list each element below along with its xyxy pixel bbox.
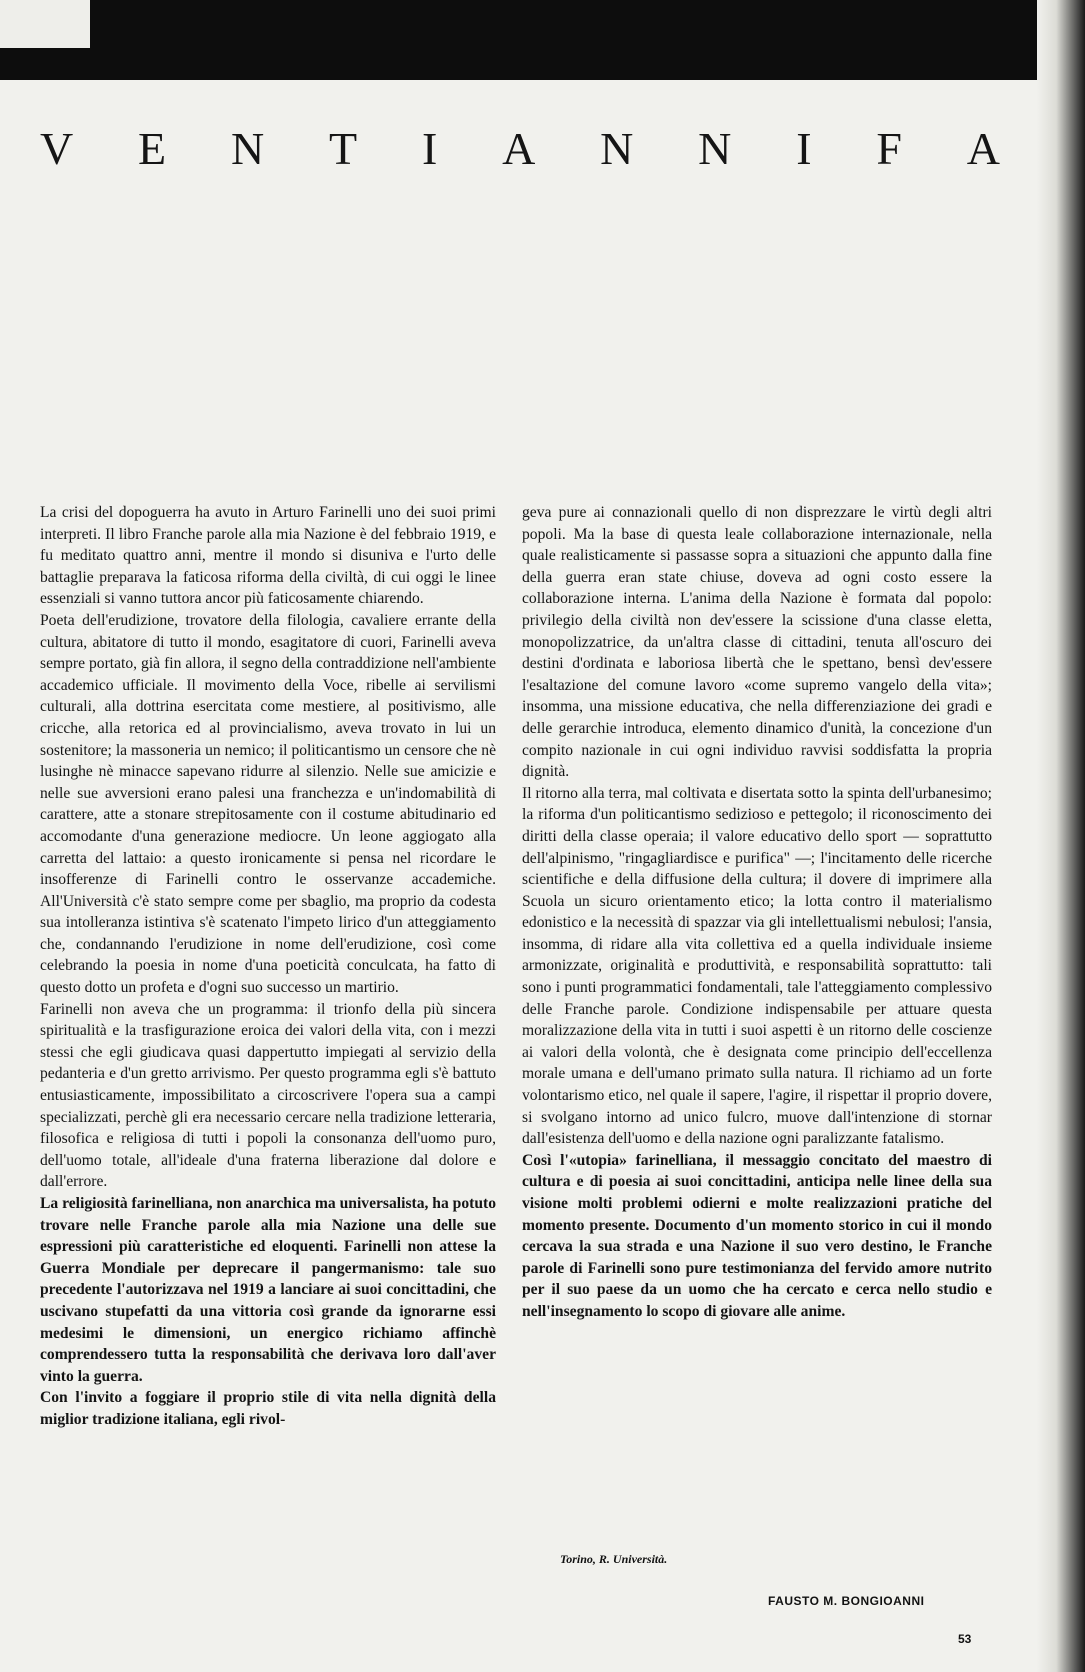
title-letter: N <box>230 122 265 174</box>
page-number: 53 <box>958 1632 972 1646</box>
signature-author: FAUSTO M. BONGIOANNI <box>768 1594 925 1608</box>
top-bar-notch <box>0 0 90 48</box>
title-letter: I <box>796 122 812 174</box>
title-letter: T <box>329 122 358 174</box>
title-letter: A <box>502 122 536 174</box>
paragraph: Farinelli non aveva che un programma: il trionfo della più sincera spiritualità e la trasfigurazione eroica dei valori della vita, con i mezzi stessi che egli giudicava quasi dappertutto impiegati al servizio della pedanteria e d'un gretto arrivismo. Per questo programma egli s'è battuto entusiasticamente, impossibilitato a circoscrivere l'opera sua a campi specializzati, perchè gli era necessario cercare nella tradizione letteraria, filosofica e religiosa di tutti i popoli la consonanza dell'uomo puro, dell'uomo totale, all'ideale d'una fraterna liberazione dal dolore e dall'errore. <box>40 1000 496 1191</box>
paragraph: La crisi del dopoguerra ha avuto in Arturo Farinelli uno dei suoi primi interpreti. Il libro Franche parole alla mia Nazione è del febbraio 1919, e fu meditato quattro anni, mentre il mondo si disuniva e l'urto delle battaglie preparava la faticosa riforma della civiltà, di cui oggi le linee essenziali si vanno tuttora ancor più faticosamente chiarendo. <box>40 504 496 608</box>
signature-place: Torino, R. Università. <box>560 1552 668 1566</box>
title-letter: E <box>138 122 167 174</box>
left-column <box>40 502 496 1431</box>
right-column <box>522 502 992 1323</box>
title-letter: F <box>876 122 902 174</box>
title-letter: I <box>421 122 438 174</box>
title-letter: V <box>40 122 74 174</box>
title-letter: A <box>966 122 1000 174</box>
paragraph: Poeta dell'erudizione, trovatore della filologia, cavaliere errante della cultura, abitatore di tutto il mondo, esagitatore di cuori, Farinelli aveva sempre portato, già fin allora, il segno della contraddizione nell'ambiente accademico ufficiale. Il movimento della Voce, ribelle ai servilismi culturali, alla dottrina esercitata come mestiere, al positivismo, alle cricche, alla retorica ed al provincialismo, aveva trovato in lui un sostenitore; la massoneria un nemico; il politicantismo un censore che nè lusinghe nè minacce sapevano ridurre al silenzio. Nelle sue amicizie e nelle sue avversioni erano palesi una franchezza e un'indomabilità di carattere, atte a stonare strepitosamente con il costume abitudinario ed accomodante d'una generazione mediocre. Un leone aggiogato alla carretta del lattaio: a questo ironicamente si pensa nel ricordare le insofferenze di Farinelli contro le osservanze accademiche. All'Università c'è stato sempre come per sbaglio, ma proprio da codesta sua intolleranza istintiva s'è scatenato l'impeto lirico d'un atteggiamento che, condannando l'erudizione in nome dell'erudizione, così come celebrando la poesia in nome d'una poeticità conculcata, ha fatto di questo dotto un profeta e d'ogni suo successo un martirio. <box>40 611 496 997</box>
article-title <box>40 118 1000 178</box>
top-black-bar <box>0 0 1085 80</box>
paragraph: geva pure ai connazionali quello di non disprezzare le virtù degli altri popoli. Ma la base di questa leale collaborazione internazionale, nella quale realisticamente si passasse sopra a situazioni che appunto dalla fine della guerra eran state chiuse, doveva ad ogni costo essere la collaborazione interna. L'anima della Nazione è formata dal popolo: privilegio della civiltà non dev'essere la scissione d'una classe eletta, monopolizzatrice, da un'altra classe di cittadini, tenuta all'oscuro dei destini d'ordinata e laboriosa libertà che le spettano, bensì dev'essere l'esaltazione del comune lavoro «come supremo vangelo della vita»; insomma, una missione educativa, che nella differenziazione dei gradi e delle gerarchie introduca, elemento dinamico d'unità, la concezione d'un compito nazionale in cui ogni individuo ravvisi soddisfatta la propria dignità. <box>522 504 992 781</box>
right-page-edge <box>1037 0 1085 1672</box>
title-letter: N <box>600 122 634 174</box>
paragraph: Il ritorno alla terra, mal coltivata e disertata sotto la spinta dell'urbanesimo; la riforma d'un politicantismo sedizioso e pettegolo; il riconoscimento dei diritti della classe operaia; il valore educativo dello sport — soprattutto dell'alpinismo, "ringagliardisce e purifica" —; l'incitamento delle ricerche scientifiche e della diffusione della cultura; il dovere di imprimere alla Scuola un sicuro orientamento etico; la lotta contro il materialismo edonistico e la necessità di spazzar via gli intellettualismi nebulosi; l'ansia, insomma, di ridare alla vita collettiva ed a quella individuale insieme armonizzate, originalità e produttività, e responsabilità soprattutto: tali sono i punti programmatici fondamentali, tale l'atteggiamento complessivo delle Franche parole. Condizione indispensabile per attuare questa moralizzazione della vita in tutti i suoi aspetti è un ritorno delle coscienze ai valori della volontà, che è designata come principio dell'eccellenza morale umana e dell'umano primato sulla natura. Il richiamo ad un forte volontarismo etico, nel quale il sapere, l'agire, il rispettar il proprio dovere, si svolgano intorno ad unico fulcro, muove dall'intenzione di stornar dall'esistenza dell'uomo e della nazione ogni paralizzante fatalismo. <box>522 784 992 1148</box>
paragraph: Con l'invito a foggiare il proprio stile di vita nella dignità della miglior tradizione italiana, egli rivol- <box>40 1389 496 1428</box>
paragraph: Così l'«utopia» farinelliana, il messaggio concitato del maestro di cultura e di poesia ai suoi concittadini, anticipa nelle linee della sua visione molti problemi odierni e molte realizzazioni pratiche del momento presente. Documento d'un momento storico in cui il mondo cercava la sua strada e una Nazione il suo vero destino, le Franche parole di Farinelli sono pure testimonianza del fervido amore nutrito per il suo paese da un uomo che ha cercato e cerca nello studio e nell'insegnamento lo scopo di giovare alle anime. <box>522 1151 992 1320</box>
paragraph: La religiosità farinelliana, non anarchica ma universalista, ha potuto trovare nelle Franche parole alla mia Nazione una delle sue espressioni più caratteristiche ed eloquenti. Farinelli non attese la Guerra Mondiale per deprecare il pangermanismo: tale suo precedente l'autorizzava nel 1919 a lanciare ai suoi concittadini, che uscivano stupefatti da una vittoria così grande da ignorarne essi medesimi le dimensioni, un energico richiamo affinchè comprendessero tutta la responsabilità che derivava loro dall'aver vinto la guerra. <box>40 1195 497 1385</box>
title-letter: N <box>698 122 732 174</box>
